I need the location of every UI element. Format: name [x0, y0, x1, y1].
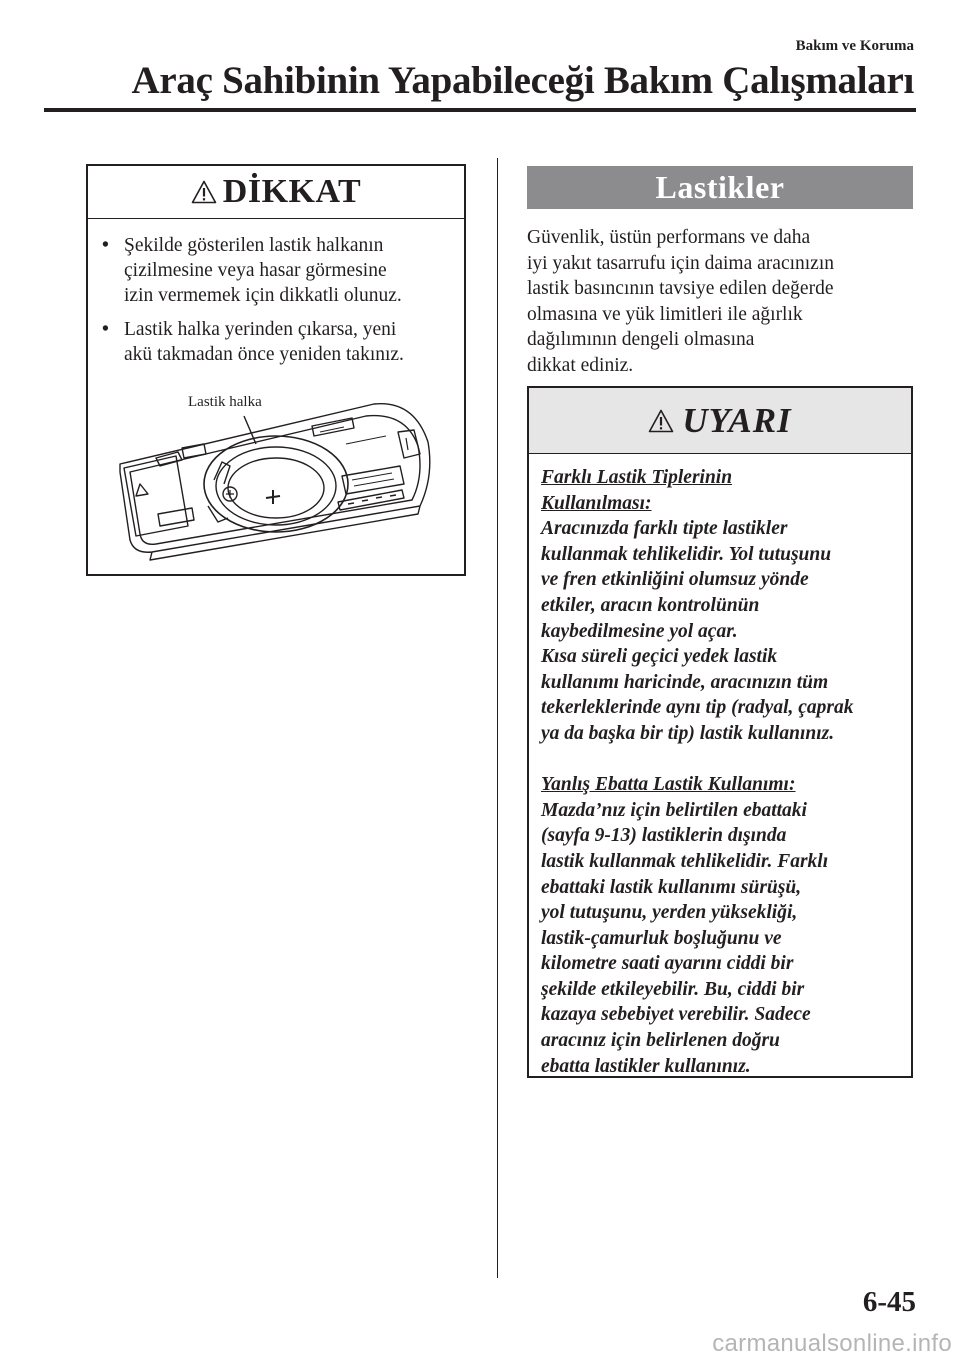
caution-bullet — [102, 233, 454, 308]
warning-line: Kısa süreli geçici yedek lastik — [541, 646, 778, 668]
intro-line: Güvenlik, üstün performans ve daha — [527, 227, 811, 248]
bullet-line: izin vermemek için dikkatli olunuz. — [124, 285, 402, 306]
warning-line: yol tutuşunu, yerden yüksekliği, — [541, 902, 798, 924]
bullet-line: akü takmadan önce yeniden takınız. — [124, 344, 404, 365]
warning-line: şekilde etkileyebilir. Bu, ciddi bir — [541, 978, 805, 1000]
warning-line: kilometre saati ayarını ciddi bir — [541, 953, 794, 975]
intro-line: lastik basıncının tavsiye edilen değerde — [527, 278, 834, 300]
caution-title: DİKKAT — [222, 173, 362, 210]
section-name: Bakım ve Koruma — [795, 38, 914, 54]
illustration-label: Lastik halka — [188, 394, 262, 410]
warning-line: Mazda’nız için belirtilen ebattaki — [541, 799, 807, 821]
warning-line: kullanımı haricinde, aracınızın tüm — [541, 671, 829, 693]
warning-triangle-icon — [191, 180, 217, 204]
warning-line: ya da başka bir tip) lastik kullanınız. — [541, 722, 835, 744]
warning-line: Aracınızda farklı tipte lastikler — [541, 518, 788, 540]
warning-title: UYARI — [682, 400, 792, 440]
warning-triangle-icon — [648, 409, 674, 433]
warning-subheading: Farklı Lastik Tiplerinin — [541, 467, 733, 488]
warning-line: kullanmak tehlikelidir. Yol tutuşunu — [541, 543, 832, 565]
header-rule — [44, 108, 916, 112]
bullet-icon: • — [102, 319, 109, 340]
warning-line: (sayfa 9-13) lastiklerin dışında — [541, 825, 787, 847]
page-number: 6-45 — [862, 1286, 916, 1318]
intro-line: iyi yakıt tasarrufu için daima aracınızın — [527, 252, 835, 274]
warning-line: tekerleklerinde aynı tip (radyal, çaprak — [541, 697, 854, 719]
warning-line: lastik kullanmak tehlikelidir. Farklı — [541, 850, 829, 872]
warning-subheading: Yanlış Ebatta Lastik Kullanımı: — [541, 774, 796, 796]
caution-bullet — [102, 317, 454, 367]
warning-line: kaybedilmesine yol açar. — [541, 620, 738, 642]
bullet-icon: • — [102, 235, 109, 256]
caution-bullet-list — [88, 219, 464, 367]
warning-header — [529, 388, 911, 454]
warning-body — [529, 454, 911, 1079]
warning-line: aracınız için belirlenen doğru — [541, 1030, 780, 1052]
column-divider — [497, 158, 498, 1278]
warning-line: ve fren etkinliğini olumsuz yönde — [541, 569, 809, 591]
watermark: carmanualsonline.info — [712, 1330, 952, 1357]
bullet-line: çizilmesine veya hasar görmesine — [124, 260, 387, 281]
caution-header — [88, 166, 464, 219]
key-battery-illustration — [116, 402, 436, 562]
warning-line: ebatta lastikler kullanınız. — [541, 1055, 751, 1077]
intro-paragraph — [527, 225, 913, 379]
section-heading: Lastikler — [527, 166, 913, 209]
intro-line: dağılımının dengeli olmasına — [527, 329, 755, 351]
intro-line: olmasına ve yük limitleri ile ağırlık — [527, 303, 803, 325]
warning-box — [527, 386, 913, 1078]
warning-line: kazaya sebebiyet verebilir. Sadece — [541, 1004, 811, 1026]
page-title: Araç Sahibinin Yapabileceği Bakım Çalışmaları — [131, 59, 914, 102]
warning-subheading: Kullanılması: — [541, 492, 652, 514]
bullet-line: Şekilde gösterilen lastik halkanın — [124, 235, 384, 256]
warning-line: etkiler, aracın kontrolünün — [541, 594, 760, 616]
intro-line: dikkat ediniz. — [527, 354, 634, 376]
bullet-line: Lastik halka yerinden çıkarsa, yeni — [124, 319, 397, 340]
warning-line: lastik-çamurluk boşluğunu ve — [541, 927, 782, 949]
paragraph-gap — [541, 747, 901, 773]
warning-line: ebattaki lastik kullanımı sürüşü, — [541, 876, 802, 898]
